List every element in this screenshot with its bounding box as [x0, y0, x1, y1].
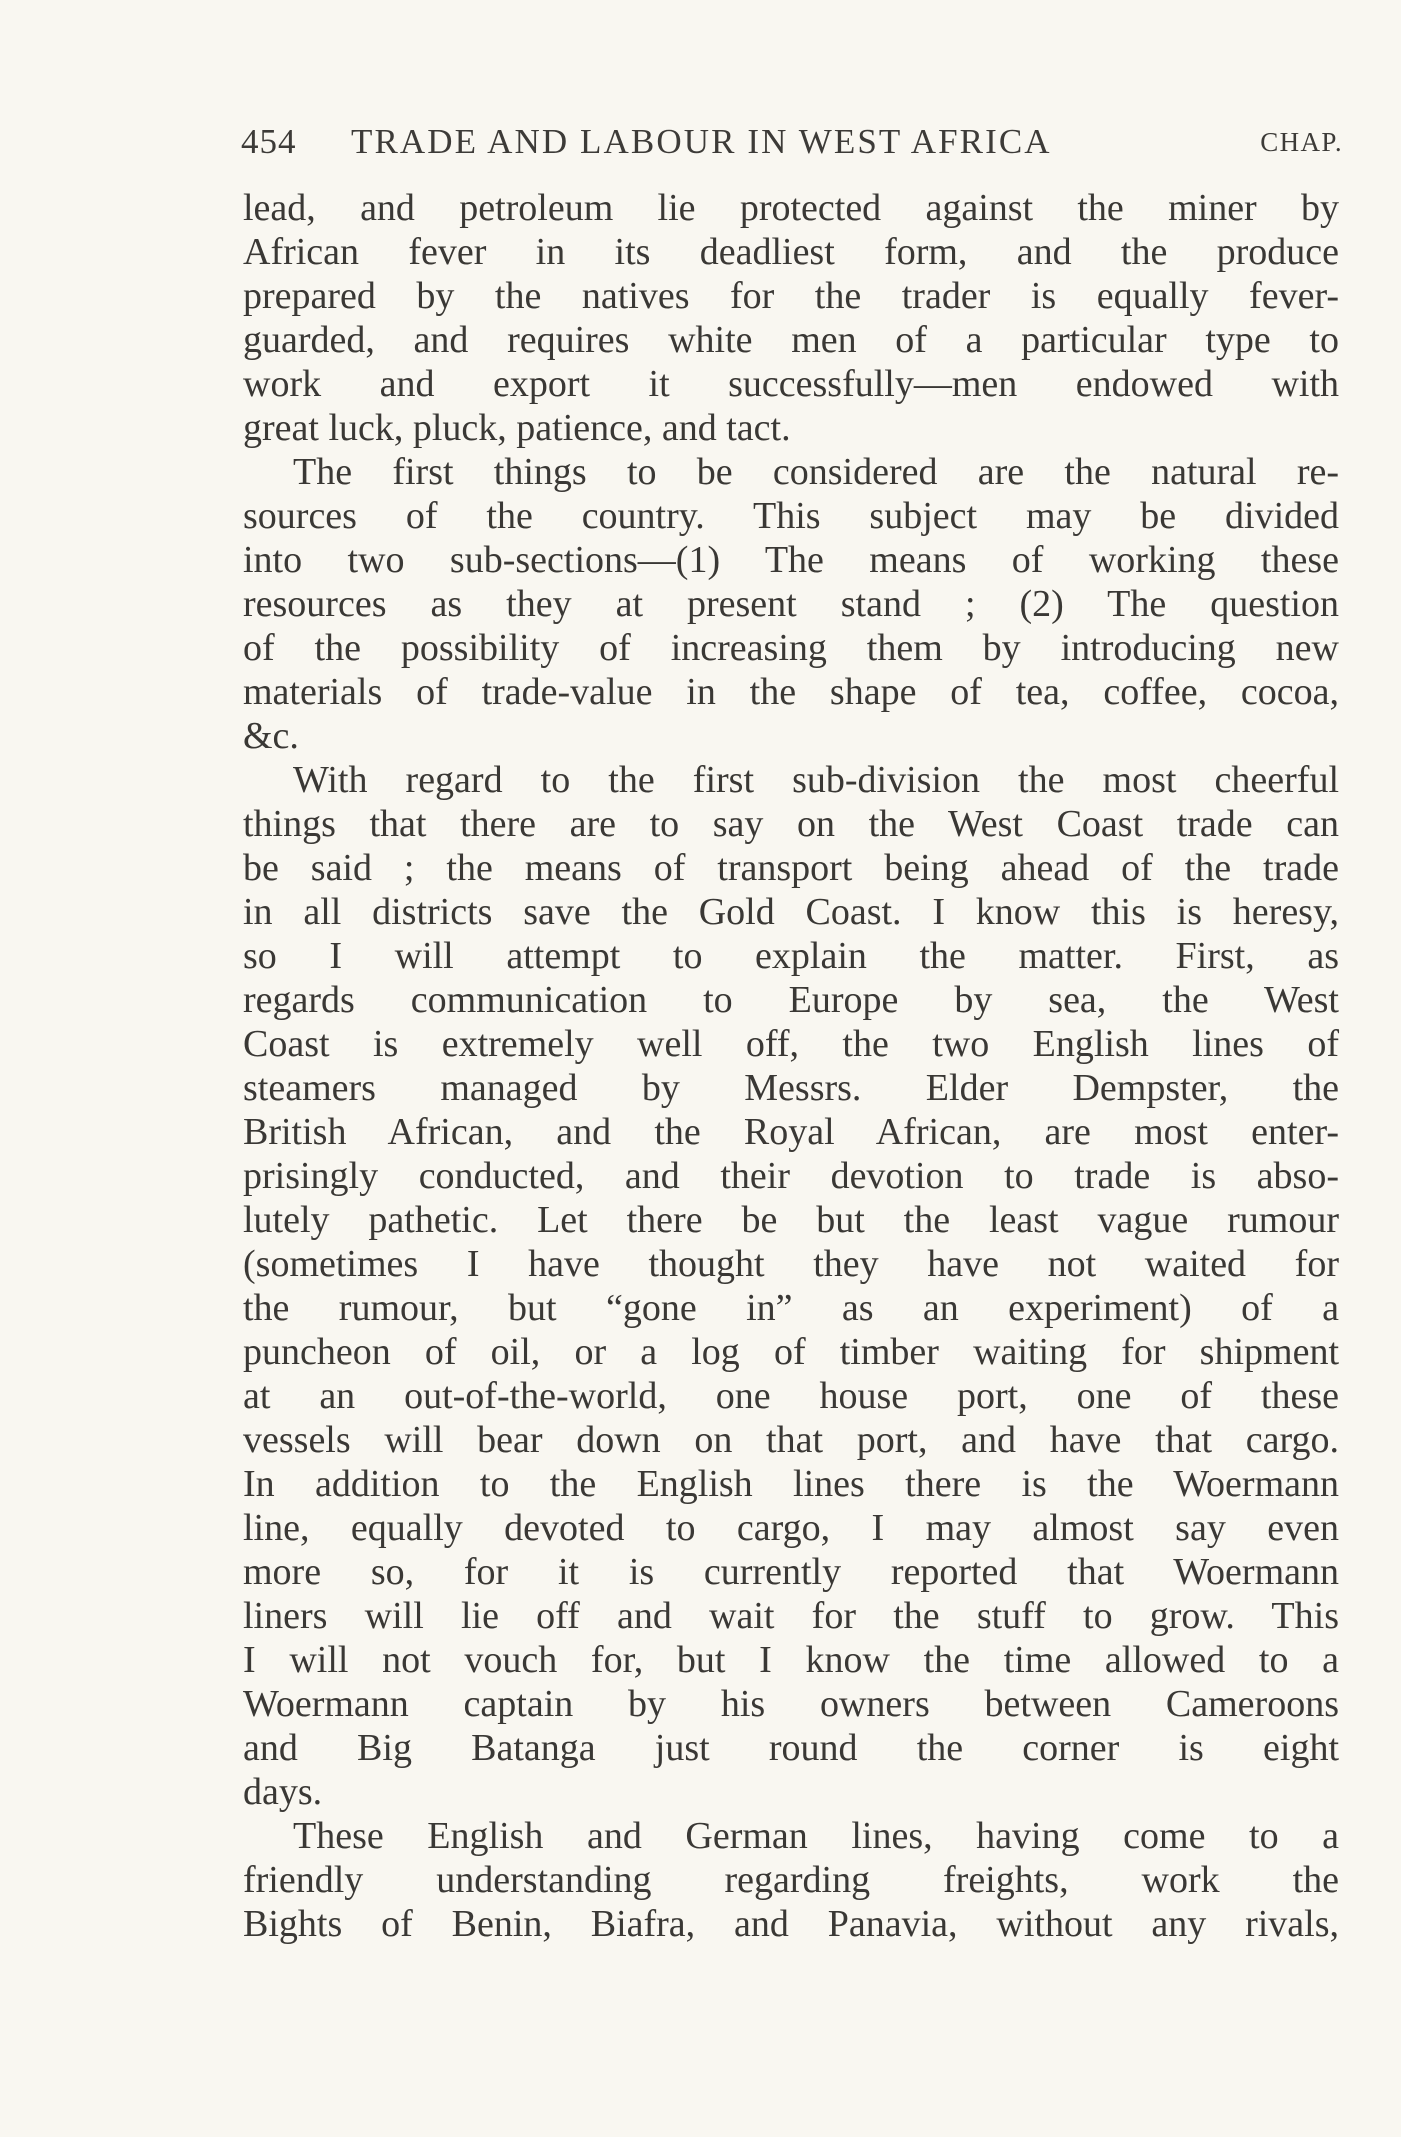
text-line: the rumour, but “gone in” as an experiment) of a — [243, 1287, 1339, 1329]
text-line: materials of trade-value in the shape of tea, coffee, cocoa, — [243, 671, 1339, 713]
text-line: Woermann captain by his owners between Cameroons — [243, 1683, 1339, 1725]
text-line: be said ; the means of transport being ahead of the trade — [243, 847, 1339, 889]
text-line: great luck, pluck, patience, and tact. — [243, 407, 791, 449]
running-head — [241, 118, 1343, 166]
text-line: resources as they at present stand ; (2) The question — [243, 583, 1339, 625]
text-line: puncheon of oil, or a log of timber waiting for shipment — [243, 1331, 1339, 1373]
text-line: African fever in its deadliest form, and the produce — [243, 231, 1339, 273]
text-line: lutely pathetic. Let there be but the least vague rumour — [243, 1199, 1339, 1241]
text-line: guarded, and requires white men of a particular type to — [243, 319, 1339, 361]
chapter-label: CHAP. — [1260, 127, 1343, 157]
text-line: &c. — [243, 715, 299, 757]
text-line: friendly understanding regarding freights, work the — [243, 1859, 1339, 1901]
text-line: steamers managed by Messrs. Elder Dempster, the — [243, 1067, 1339, 1109]
text-line: liners will lie off and wait for the stuff to grow. This — [243, 1595, 1339, 1637]
body-text — [243, 186, 1339, 1946]
text-line: With regard to the first sub-division the most cheerful — [293, 759, 1339, 801]
text-line: and Big Batanga just round the corner is eight — [243, 1727, 1339, 1769]
text-line: work and export it successfully—men endowed with — [243, 363, 1339, 405]
text-line: prisingly conducted, and their devotion to trade is abso- — [243, 1155, 1339, 1197]
text-line: so I will attempt to explain the matter. First, as — [243, 935, 1339, 977]
text-line: British African, and the Royal African, are most enter- — [243, 1111, 1339, 1153]
text-line: Bights of Benin, Biafra, and Panavia, without any rivals, — [243, 1903, 1339, 1945]
text-line: These English and German lines, having come to a — [293, 1815, 1339, 1857]
text-line: at an out-of-the-world, one house port, one of these — [243, 1375, 1339, 1417]
text-line: In addition to the English lines there is the Woermann — [243, 1463, 1339, 1505]
running-title: TRADE AND LABOUR IN WEST AFRICA — [351, 122, 1052, 161]
text-line: The first things to be considered are the natural re- — [293, 451, 1339, 493]
text-line: into two sub-sections—(1) The means of working these — [243, 539, 1339, 581]
text-line: regards communication to Europe by sea, the West — [243, 979, 1339, 1021]
text-line: more so, for it is currently reported that Woermann — [243, 1551, 1339, 1593]
text-line: prepared by the natives for the trader is equally fever- — [243, 275, 1339, 317]
text-line: sources of the country. This subject may be divided — [243, 495, 1339, 537]
text-line: lead, and petroleum lie protected against the miner by — [243, 187, 1339, 229]
text-line: line, equally devoted to cargo, I may almost say even — [243, 1507, 1339, 1549]
text-line: (sometimes I have thought they have not waited for — [243, 1243, 1339, 1285]
text-line: days. — [243, 1771, 323, 1813]
text-line: of the possibility of increasing them by introducing new — [243, 627, 1339, 669]
text-line: in all districts save the Gold Coast. I know this is heresy, — [243, 891, 1339, 933]
page-number: 454 — [241, 122, 297, 161]
text-line: vessels will bear down on that port, and have that cargo. — [243, 1419, 1339, 1461]
text-line: I will not vouch for, but I know the time allowed to a — [243, 1639, 1339, 1681]
text-line: Coast is extremely well off, the two English lines of — [243, 1023, 1339, 1065]
text-line: things that there are to say on the West Coast trade can — [243, 803, 1339, 845]
